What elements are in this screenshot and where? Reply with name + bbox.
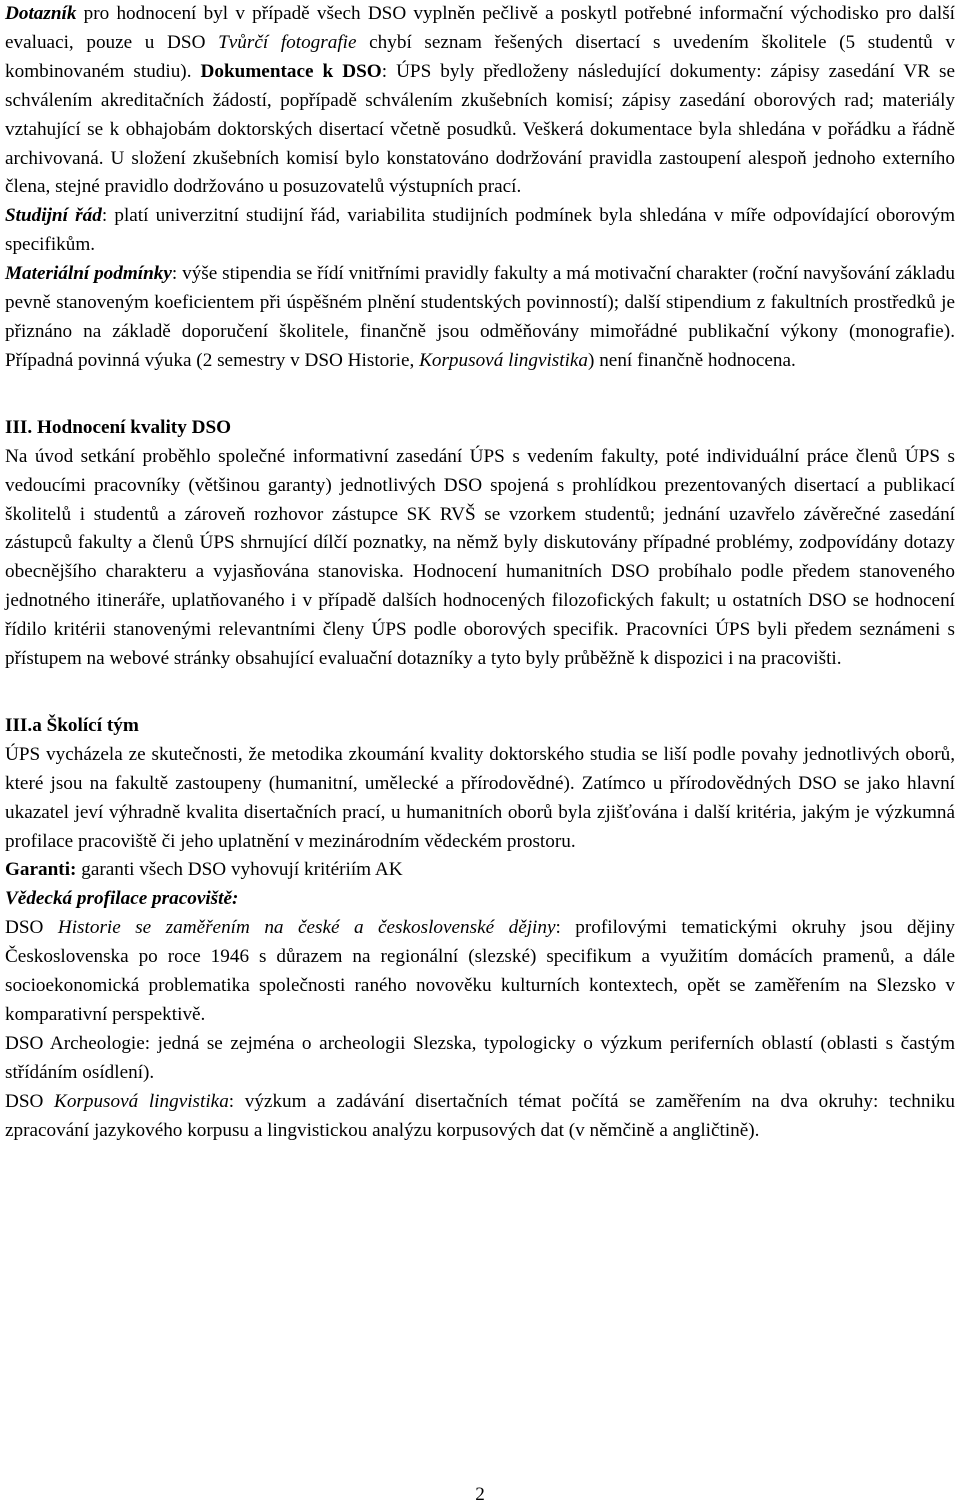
paragraph-dso-archeologie: DSO Archeologie: jedná se zejména o archeologii Slezska, typologicky o výzkum periferních oblastí (oblasti s častým střídáním osídlení). bbox=[5, 1032, 955, 1083]
paragraph-dotaznik bbox=[5, 0, 955, 202]
paragraph-dso-historie bbox=[5, 914, 955, 1030]
term-dotaznik: Dotazník bbox=[5, 3, 77, 24]
text-segment: ) není finančně hodnocena. bbox=[588, 349, 796, 371]
spacer bbox=[5, 376, 955, 414]
term-garanti: Garanti: bbox=[5, 859, 77, 881]
text-segment: chybí seznam řešených disertací s uvedením školitele (5 studentů v kombinovaném studiu). bbox=[5, 31, 955, 82]
term-dokumentace: Dokumentace k DSO bbox=[200, 60, 382, 82]
term-korpusova-lingvistika: Korpusová lingvistika bbox=[419, 349, 589, 371]
paragraph-garanti bbox=[5, 856, 955, 885]
paragraph-hodnoceni-kvality: Na úvod setkání proběhlo společné informativní zasedání ÚPS s vedením fakulty, poté individuální práce členů ÚPS s vedoucími pracovníky (většinou garanty) jednotlivých DSO spojená s prohlídkou prezentovaných disertací a publikací školitelů i studentů a zároveň rozhovor zástupce SK RVŠ se vzorkem studentů; jednání uzavřelo závěrečné zasedání zástupců fakulty a členů ÚPS shrnující dílčí poznatky, na němž byly diskutovány případné problémy, zodpovídány dotazy obecnějšího charakteru a vyjasňována stanoviska. Hodnocení humanitních DSO probíhalo podle předem stanoveného jednotného itineráře, uplatňovaného i v případě dalších hodnocených filozofických fakult; u ostatních DSO se hodnocení řídilo kritérii stanovenými relevantními členy ÚPS podle oborových specifik. Pracovníci ÚPS byli předem seznámeni s přístupem na webové stránky obsahující evaluační dotazníky a tyto byly průběžně k dispozici i na pracovišti. bbox=[5, 445, 955, 670]
spacer bbox=[5, 674, 955, 712]
page-number: 2 bbox=[475, 1484, 485, 1505]
document-page bbox=[5, 0, 955, 1146]
text-segment: garanti všech DSO vyhovují kritériím AK bbox=[76, 859, 403, 881]
term-korpusova-lingvistika-2: Korpusová lingvistika bbox=[54, 1090, 229, 1112]
section-heading-iii-a: III.a Školící tým bbox=[5, 714, 139, 736]
term-tvurci-fotografie: Tvůrčí fotografie bbox=[218, 31, 357, 53]
paragraph-dso-korpusova bbox=[5, 1088, 955, 1146]
text-segment: pro hodnocení byl v případě všech DSO vyplněn pečlivě a poskytl potřebné informační východisko pro další evaluaci, pouze u DSO bbox=[5, 3, 955, 53]
heading-vedecka-profilace: Vědecká profilace pracoviště: bbox=[5, 888, 239, 910]
term-materialni-podminky: Materiální podmínky bbox=[5, 263, 172, 285]
text-segment: DSO bbox=[5, 1090, 55, 1112]
text-segment: DSO bbox=[5, 917, 58, 939]
paragraph-skolici-tym: ÚPS vycházela ze skutečnosti, že metodika zkoumání kvality doktorského studia se liší podle povahy jednotlivých oborů, které jsou na fakultě zastoupeny (humanitní, umělecké a přírodovědné). Zatímco u přírodovědných DSO se jako hlavní ukazatel jeví výhradně kvalita disertačních prací, u humanitních oborů byla zjišťována i další kritéria, jakým je výzkumná profilace pracoviště či jeho uplatnění v mezinárodním vědeckém prostoru. bbox=[5, 743, 955, 852]
text-segment: : výše stipendia se řídí vnitřními pravidly fakulty a má motivační charakter (roční navyšování základu pevně stanoveným koeficientem při úspěšném plnění studentských povinností); další stipendium z fakultních prostředků je přiznáno na základě doporučení školitele, finančně jsou odměňovány mimořádné publikační výkony (monografie). Případná povinná výuka (2 semestry v DSO Historie, bbox=[5, 263, 955, 371]
text-segment: : profilovými tematickými okruhy jsou dějiny Československa po roce 1946 s důrazem na regionální (slezské) specifikum a využitím domácích pramenů, a dále socioekonomická problematika společnosti raného novověku kulturních kontextech, opět se zaměřením na Slezsko v komparativní perspektivě. bbox=[5, 917, 955, 1025]
section-number: III. bbox=[5, 416, 33, 438]
text-segment: : ÚPS byly předloženy následující dokumenty: zápisy zasedání VR se schválením akreditačních žádostí, popřípadě schválením zkušebních komisí; zápisy zasedání oborových rad; materiály vztahující se k obhajobám doktorských disertací včetně posudků. Veškerá dokumentace byla shledána v pořádku a řádně archivovaná. U složení zkušebních komisí bylo konstatováno dodržování pravidla zastoupení alespoň jednoho externího člena, stejné pravidlo dodržováno u posuzovatelů výstupních prací. bbox=[5, 60, 955, 198]
text-segment: : platí univerzitní studijní řád, variabilita studijních podmínek byla shledána v míře odpovídající oborovým specifikům. bbox=[5, 205, 955, 256]
text-segment: : výzkum a zadávání disertačních témat počítá se zaměřením na dva okruhy: techniku zpracování jazykového korpusu a lingvistickou analýzu korpusových dat (v němčině a angličtině). bbox=[5, 1090, 956, 1141]
section-heading-iii bbox=[5, 414, 955, 443]
section-title: Hodnocení kvality DSO bbox=[32, 416, 232, 438]
paragraph-studijni-rad bbox=[5, 202, 955, 260]
term-historie: Historie se zaměřením na české a československé dějiny bbox=[57, 917, 556, 939]
paragraph-materialni-podminky bbox=[5, 260, 955, 376]
term-studijni-rad: Studijní řád bbox=[5, 205, 102, 227]
